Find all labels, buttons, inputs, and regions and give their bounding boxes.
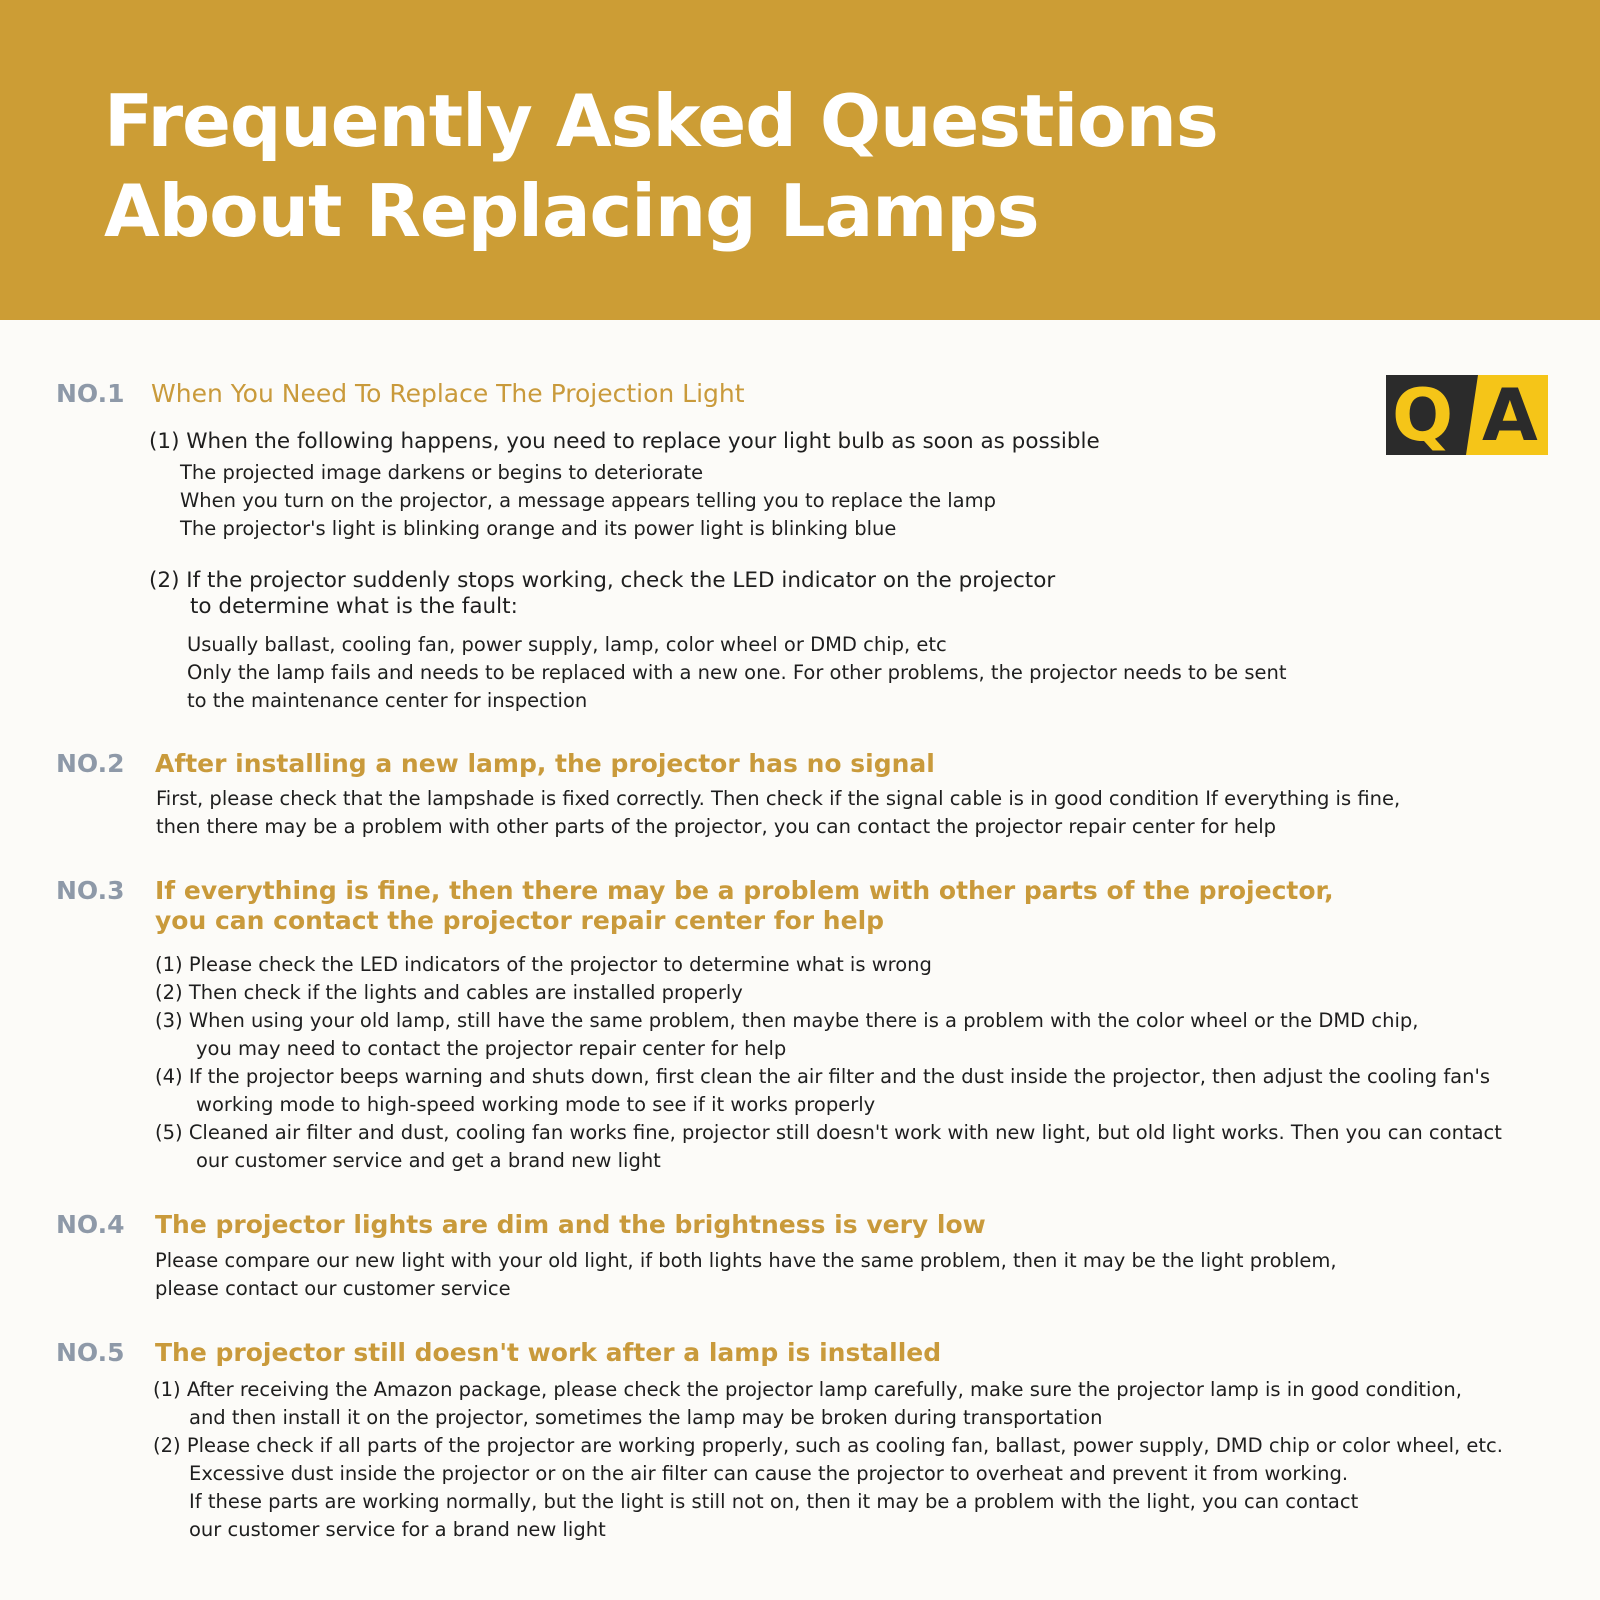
faq-1-subheading-1: (1) When the following happens, you need to replace your light bulb as soon as possible xyxy=(149,429,1100,454)
page-title xyxy=(104,76,1218,256)
faq-4-line: Please compare our new light with your old light, if both lights have the same problem, then it may be the light problem, xyxy=(155,1249,1337,1272)
faq-1-title: When You Need To Replace The Projection Light xyxy=(151,379,745,408)
faq-5-line: our customer service for a brand new light xyxy=(189,1518,606,1541)
faq-2-title: After installing a new lamp, the projector has no signal xyxy=(155,749,935,778)
faq-1-sub1-line: The projected image darkens or begins to deteriorate xyxy=(180,461,704,484)
faq-5-number: NO.5 xyxy=(56,1338,125,1367)
faq-2-line: First, please check that the lampshade is fixed correctly. Then check if the signal cable is in good condition If everything is fine, xyxy=(156,787,1401,810)
faq-1-subheading-2: (2) If the projector suddenly stops working, check the LED indicator on the projector xyxy=(149,568,1056,593)
faq-3-title-line-1: If everything is fine, then there may be a problem with other parts of the projector, xyxy=(155,876,1334,905)
faq-3-line: our customer service and get a brand new light xyxy=(196,1149,661,1172)
faq-2-line: then there may be a problem with other parts of the projector, you can contact the projector repair center for help xyxy=(156,815,1277,838)
faq-3-line: (4) If the projector beeps warning and shuts down, first clean the air filter and the dust inside the projector, then adjust the cooling fan's xyxy=(155,1065,1491,1088)
faq-3-line: (5) Cleaned air filter and dust, cooling fan works fine, projector still doesn't work with new light, but old light works. Then you can contact xyxy=(155,1121,1502,1144)
qa-logo-a: A xyxy=(1482,375,1538,455)
faq-5-line: and then install it on the projector, sometimes the lamp may be broken during transportation xyxy=(189,1406,1103,1429)
faq-5-line: If these parts are working normally, but the light is still not on, then it may be a problem with the light, you can contact xyxy=(189,1490,1359,1513)
faq-3-line: (2) Then check if the lights and cables are installed properly xyxy=(155,981,743,1004)
faq-1-sub1-line: The projector's light is blinking orange and its power light is blinking blue xyxy=(180,517,897,540)
faq-4-title: The projector lights are dim and the brightness is very low xyxy=(155,1210,986,1239)
faq-1-sub2-line: Only the lamp fails and needs to be replaced with a new one. For other problems, the projector needs to be sent xyxy=(187,661,1287,684)
faq-4-line: please contact our customer service xyxy=(155,1277,511,1300)
faq-5-title: The projector still doesn't work after a lamp is installed xyxy=(155,1338,942,1367)
faq-3-number: NO.3 xyxy=(56,876,125,905)
faq-1-number: NO.1 xyxy=(56,379,125,408)
faq-1-sub1-line: When you turn on the projector, a message appears telling you to replace the lamp xyxy=(180,489,997,512)
faq-3-line: (1) Please check the LED indicators of the projector to determine what is wrong xyxy=(155,953,932,976)
faq-3-line: working mode to high-speed working mode to see if it works properly xyxy=(196,1093,876,1116)
faq-1-sub2-line: to the maintenance center for inspection xyxy=(187,689,588,712)
qa-logo xyxy=(1386,375,1548,455)
faq-3-line: (3) When using your old lamp, still have the same problem, then maybe there is a problem with the color wheel or the DMD chip, xyxy=(155,1009,1419,1032)
faq-2-number: NO.2 xyxy=(56,749,125,778)
faq-4-number: NO.4 xyxy=(56,1210,125,1239)
page-title-line-1: Frequently Asked Questions xyxy=(104,79,1218,163)
header-banner xyxy=(0,0,1600,320)
page-title-line-2: About Replacing Lamps xyxy=(104,169,1039,253)
faq-1-sub2-line: Usually ballast, cooling fan, power supply, lamp, color wheel or DMD chip, etc xyxy=(187,633,947,656)
faq-5-line: (1) After receiving the Amazon package, please check the projector lamp carefully, make sure the projector lamp is in good condition, xyxy=(153,1378,1462,1401)
faq-5-line: Excessive dust inside the projector or on the air filter can cause the projector to overheat and prevent it from working. xyxy=(189,1462,1349,1485)
faq-3-line: you may need to contact the projector repair center for help xyxy=(196,1037,787,1060)
faq-5-line: (2) Please check if all parts of the projector are working properly, such as cooling fan, ballast, power supply, DMD chip or color wheel, etc. xyxy=(153,1434,1503,1457)
faq-3-title-line-2: you can contact the projector repair center for help xyxy=(155,906,885,935)
qa-logo-q: Q xyxy=(1392,375,1454,455)
faq-1-subheading-2-cont: to determine what is the fault: xyxy=(190,594,518,619)
